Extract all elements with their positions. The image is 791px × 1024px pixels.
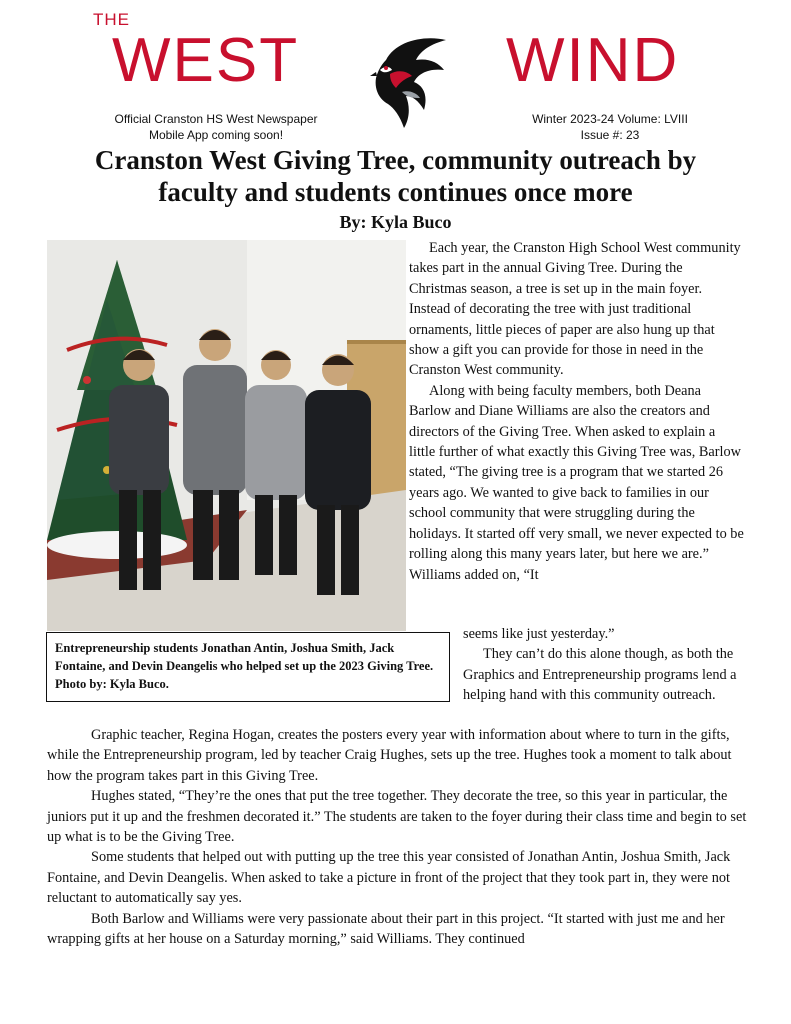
volume-info: Winter 2023-24 Volume: LVIII — [532, 112, 688, 126]
article-headline — [30, 144, 761, 208]
masthead-wind: WIND — [506, 26, 680, 95]
paragraph-1: Each year, the Cranston High School West community takes part in the annual Giving Tree. During the Christmas season, a tree is set up in the main foyer. Instead of decorating the tree with just traditional ornaments, little pieces of paper are also hung up that show a gift you can provide for those in need in the Cranston West community. — [409, 240, 741, 379]
paragraph-5: Hughes stated, “They’re the ones that put the tree together. They decorate the tree, so this year in particular, the juniors put it up and the freshmen decorated it.” The students are taken to the foyer during their class time and begin to set up what is to be the Giving Tree. — [47, 788, 747, 846]
headline-line-1: Cranston West Giving Tree, community outreach by — [94, 145, 697, 175]
paragraph-7: Both Barlow and Williams were very passionate about their part in this project. “It started with just me and her wrapping gifts at her house on a Saturday morning,” said Williams. They continued — [47, 910, 725, 948]
byline: By: Kyla Buco — [339, 212, 452, 232]
app-notice: Mobile App coming soon! — [148, 128, 284, 142]
paragraph-2: Along with being faculty members, both Deana Barlow and Diane Williams are also the creators and directors of the Giving Tree. When asked to explain a little further of what exactly this Giving Tree was, Barlow stated, “The giving tree is a program that we started 26 years ago. We wanted to give back to families in our school community that were struggling during the holidays. It started off very small, we never expected to be rolling along this many years later, but here we are.” Williams added on, “It — [409, 382, 744, 583]
paper-description: Official Cranston HS West Newspaper — [114, 112, 318, 126]
paragraph-3: They can’t do this alone though, as both the Graphics and Entrepreneurship programs lend a helping hand with this community outreach. — [463, 646, 737, 704]
article-photo — [47, 240, 406, 631]
paragraph-4: Graphic teacher, Regina Hogan, creates the posters every year with information about where to turn in the gifts, while the Entrepreneurship program, led by teacher Craig Hughes, sets up the tree. Hughes took a moment to talk about how the program takes part in this Giving Tree. — [47, 727, 732, 784]
masthead-west: WEST — [112, 26, 300, 95]
photo-caption: Entrepreneurship students Jonathan Antin, Joshua Smith, Jack Fontaine, and Devin Deangelis who helped set up the 2023 Giving Tree. Photo by: Kyla Buco. — [46, 632, 450, 702]
paragraph-2-continued: seems like just yesterday.” — [463, 626, 615, 642]
headline-line-2: faculty and students continues once more — [158, 177, 633, 207]
issue-info: Issue #: 23 — [580, 128, 640, 142]
hawk-logo-icon — [366, 30, 452, 130]
masthead-the: THE — [93, 10, 130, 29]
article-column-lower — [463, 624, 748, 706]
masthead-info-left — [106, 111, 326, 143]
paragraph-6: Some students that helped out with putting up the tree this year consisted of Jonathan Antin, Joshua Smith, Jack Fontaine, and Devin Deangelis. When asked to take a picture in front of the project that they took part in, they were not reluctant to automatically say yes. — [47, 849, 731, 907]
article-full-width — [47, 725, 747, 949]
article-column-right — [409, 238, 744, 585]
masthead-info-right — [520, 111, 700, 143]
